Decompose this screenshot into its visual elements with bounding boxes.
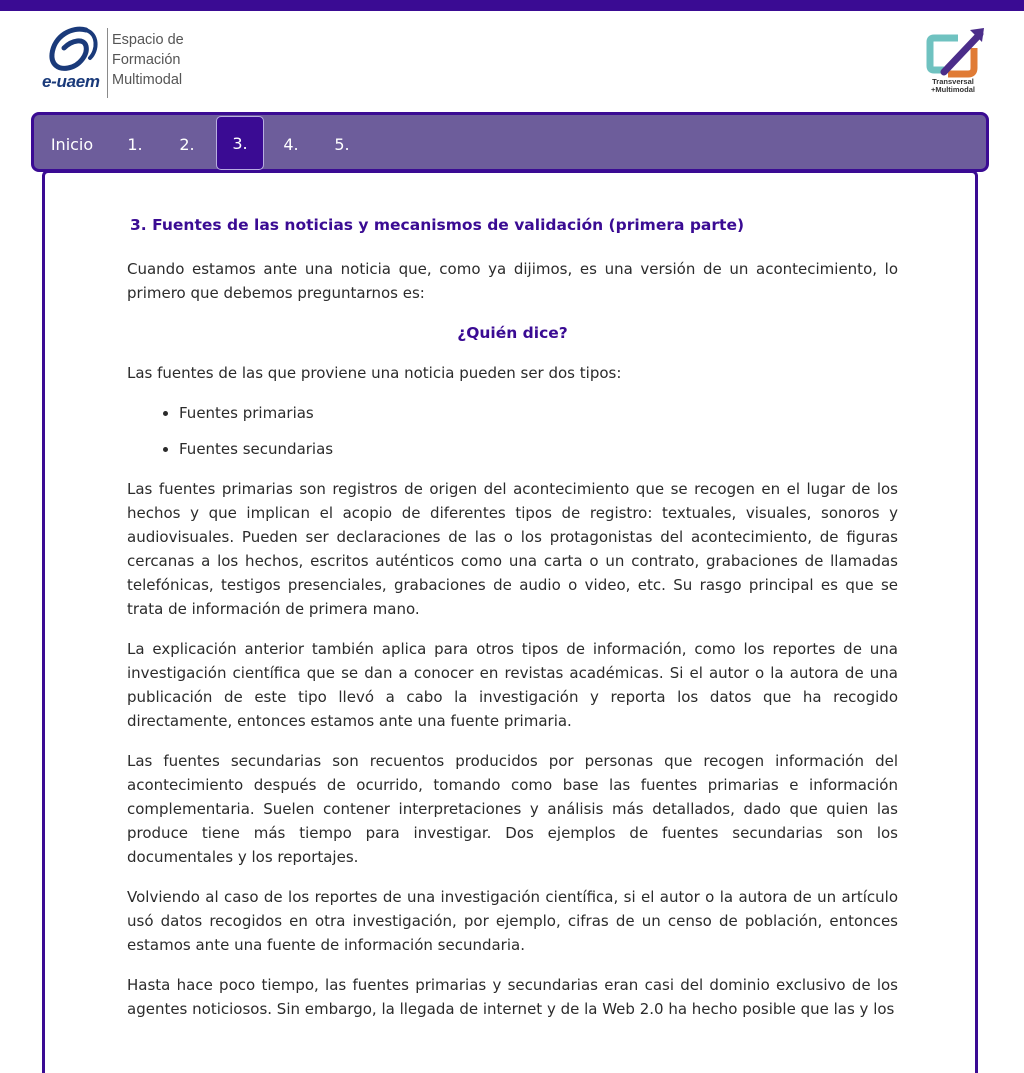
paragraph-scientific-secondary: Volviendo al caso de los reportes de una investigación científica, si el autor o la autora de un artículo usó datos recogidos en otra investigación, por ejemplo, cifras de un censo de población, entonces estamos ante una fuente de información secundaria. [127, 888, 898, 954]
logo-tagline [112, 30, 184, 90]
nav-item-1[interactable]: 1. [127, 135, 143, 154]
key-question: ¿Quién dice? [457, 324, 568, 342]
paragraph-primary-sources: Las fuentes primarias son registros de origen del acontecimiento que se recogen en el lugar de los hechos y que implican el acopio de diferentes tipos de registro: textuales, visuales, sonoros y audiovisuales. Pueden ser declaraciones de las o los protagonistas del acontecimiento, de figuras cercanas a los hechos, escritos auténticos como una carta o un contrato, grabaciones de llamadas telefónicas, testigos presenciales, grabaciones de audio o video, etc. Su rasgo principal es que se trata de información de primera mano. [127, 480, 898, 618]
logo-divider [107, 28, 108, 98]
transversal-logo-caption [926, 78, 980, 94]
e-uaem-logo[interactable] [42, 24, 212, 104]
section-nav [31, 112, 989, 172]
paragraph-scientific-primary: La explicación anterior también aplica para otros tipos de información, como los reportes de una investigación científica que se dan a conocer en revistas académicas. Si el autor o la autora de una publicación de este tipo llevó a cabo la investigación y reporta los datos que ha recogido directamente, entonces estamos ante una fuente primaria. [127, 640, 898, 730]
article [127, 213, 898, 1037]
nav-item-4[interactable]: 4. [283, 135, 299, 154]
section-title: 3. Fuentes de las noticias y mecanismos de validación (primera parte) [130, 216, 745, 234]
nav-item-5[interactable]: 5. [334, 135, 350, 154]
content-panel [42, 170, 978, 1073]
source-types-list [127, 401, 898, 461]
paragraph-secondary-sources: Las fuentes secundarias son recuentos producidos por personas que recogen información del acontecimiento después de ocurrido, tomando como base las fuentes primarias e información complementaria. Suelen contener interpretaciones y análisis más detallados, dado que quien las produce tiene más tiempo para investigar. Dos ejemplos de fuentes secundarias son los documentales y los reportajes. [127, 752, 898, 866]
logo-caption-line: Transversal [932, 77, 974, 86]
nav-item-3-active[interactable]: 3. [216, 116, 264, 170]
logo-tagline-line: Multimodal [112, 72, 183, 88]
paragraph-intro: Cuando estamos ante una noticia que, como ya dijimos, es una versión de un acontecimiento, lo primero que debemos preguntarnos es: [127, 260, 898, 302]
paragraph-types: Las fuentes de las que proviene una noticia pueden ser dos tipos: [127, 364, 622, 382]
logo-tagline-line: Formación [112, 52, 181, 68]
nav-item-2[interactable]: 2. [179, 135, 195, 154]
paragraph-web20: Hasta hace poco tiempo, las fuentes primarias y secundarias eran casi del dominio exclusivo de los agentes noticiosos. Sin embargo, la llegada de internet y de la Web 2.0 ha hecho posible que las y los [127, 976, 898, 1018]
e-uaem-wordmark: e-uaem [42, 72, 100, 91]
list-item: • Fuentes primarias [179, 401, 898, 425]
logo-caption-line: +Multimodal [931, 85, 975, 94]
logo-tagline-line: Espacio de [112, 32, 184, 48]
nav-item-inicio[interactable]: Inicio [50, 135, 94, 154]
list-item: • Fuentes secundarias [179, 437, 898, 461]
top-bar [0, 0, 1024, 11]
